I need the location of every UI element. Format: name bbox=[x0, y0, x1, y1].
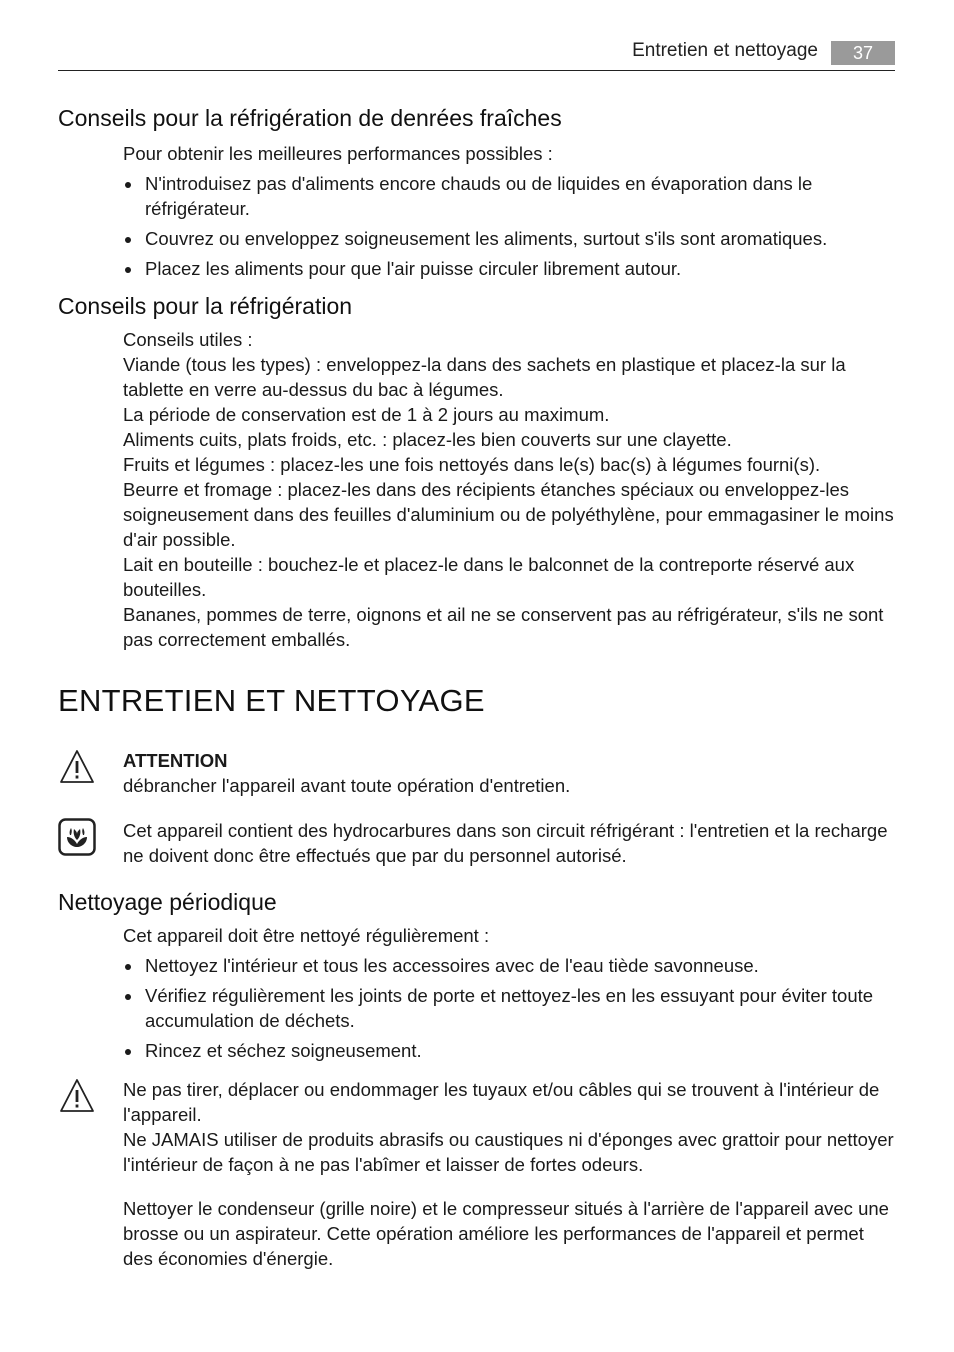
intro-text: Cet appareil doit être nettoyé régulièrement : bbox=[123, 925, 490, 946]
notice-body bbox=[123, 818, 895, 868]
paragraph: Nettoyer le condenseur (grille noire) et le compresseur situés à l'arrière de l'appareil avec une brosse ou un aspirateur. Cette opération améliore les performances de l'appareil et permet des économies d'énergie. bbox=[123, 1198, 889, 1269]
paragraph: Beurre et fromage : placez-les dans des récipients étanches spéciaux ou enveloppez-les soigneusement dans des feuilles d'aluminium ou de polyéthylène, pour emmagasiner le moins d'air possible. bbox=[123, 479, 894, 550]
chapter-title-block bbox=[58, 682, 895, 720]
list-item-text: Vérifiez régulièrement les joints de porte et nettoyez-les en les essuyant pour éviter toute accumulation de déchets. bbox=[145, 985, 874, 1031]
section-heading: Conseils pour la réfrigération bbox=[58, 293, 353, 319]
section-heading: Nettoyage périodique bbox=[58, 889, 277, 915]
notice-text: Ne JAMAIS utiliser de produits abrasifs ou caustiques ni d'éponges avec grattoir pour nettoyer l'intérieur de façon à ne pas l'abîmer et laisser de fortes odeurs. bbox=[123, 1129, 894, 1175]
intro-text: Pour obtenir les meilleures performances possibles : bbox=[123, 143, 553, 164]
list-item-text: Rincez et séchez soigneusement. bbox=[145, 1040, 422, 1061]
bullet-icon bbox=[125, 182, 131, 188]
bullet-list bbox=[123, 171, 895, 281]
condenser-note bbox=[58, 1196, 895, 1271]
chapter-title: ENTRETIEN ET NETTOYAGE bbox=[58, 683, 485, 718]
section-heading: Conseils pour la réfrigération de denrées fraîches bbox=[58, 105, 562, 131]
list-item bbox=[123, 953, 895, 978]
list-item bbox=[123, 983, 895, 1033]
running-header: Entretien et nettoyage bbox=[632, 40, 818, 61]
section-refrigeration bbox=[58, 291, 895, 652]
section-body bbox=[123, 327, 895, 652]
paragraph: La période de conservation est de 1 à 2 jours au maximum. bbox=[123, 404, 610, 425]
notice-text: débrancher l'appareil avant toute opération d'entretien. bbox=[123, 775, 571, 796]
list-item bbox=[123, 171, 895, 221]
bullet-icon bbox=[125, 1049, 131, 1055]
environment-icon bbox=[58, 818, 96, 861]
list-item bbox=[123, 226, 895, 251]
notice-body bbox=[123, 1077, 895, 1177]
paragraph: Conseils utiles : bbox=[123, 329, 253, 350]
notice-title: ATTENTION bbox=[123, 750, 228, 771]
paragraph: Lait en bouteille : bouchez-le et placez-le dans le balconnet de la contreporte réservé aux bouteilles. bbox=[123, 554, 855, 600]
notice-body bbox=[123, 748, 895, 798]
bullet-icon bbox=[125, 237, 131, 243]
notice-text: Ne pas tirer, déplacer ou endommager les tuyaux et/ou câbles qui se trouvent à l'intérieur de l'appareil. bbox=[123, 1079, 880, 1125]
bullet-list bbox=[123, 953, 895, 1063]
paragraph: Fruits et légumes : placez-les une fois nettoyés dans le(s) bac(s) à légumes fourni(s). bbox=[123, 454, 821, 475]
page-number: 37 bbox=[831, 41, 895, 65]
environment-notice bbox=[58, 818, 895, 868]
notice-text: Cet appareil contient des hydrocarbures dans son circuit réfrigérant : l'entretien et la recharge ne doivent donc être effectués que par du personnel autorisé. bbox=[123, 820, 888, 866]
section-body bbox=[123, 923, 895, 1063]
warning-triangle-icon bbox=[58, 1077, 96, 1120]
section-body bbox=[123, 141, 895, 281]
paragraph: Viande (tous les types) : enveloppez-la dans des sachets en plastique et placez-la sur la tablette en verre au-dessus du bac à légumes. bbox=[123, 354, 846, 400]
list-item-text: Couvrez ou enveloppez soigneusement les aliments, surtout s'ils sont aromatiques. bbox=[145, 228, 828, 249]
paragraph: Aliments cuits, plats froids, etc. : placez-les bien couverts sur une clayette. bbox=[123, 429, 732, 450]
bullet-icon bbox=[125, 267, 131, 273]
section-body bbox=[123, 1196, 895, 1271]
cleaning-warning-notice bbox=[58, 1077, 895, 1177]
warning-triangle-icon bbox=[58, 748, 96, 791]
bullet-icon bbox=[125, 964, 131, 970]
section-periodic-cleaning bbox=[58, 887, 895, 1063]
list-item bbox=[123, 1038, 895, 1063]
list-item-text: Nettoyez l'intérieur et tous les accessoires avec de l'eau tiède savonneuse. bbox=[145, 955, 759, 976]
list-item-text: N'introduisez pas d'aliments encore chauds ou de liquides en évaporation dans le réfrigérateur. bbox=[145, 173, 813, 219]
attention-notice bbox=[58, 748, 895, 798]
header-divider bbox=[58, 70, 895, 71]
paragraph: Bananes, pommes de terre, oignons et ail ne se conservent pas au réfrigérateur, s'ils ne sont pas correctement emballés. bbox=[123, 604, 884, 650]
list-item-text: Placez les aliments pour que l'air puisse circuler librement autour. bbox=[145, 258, 682, 279]
list-item bbox=[123, 256, 895, 281]
bullet-icon bbox=[125, 994, 131, 1000]
section-fresh-food bbox=[58, 103, 895, 281]
